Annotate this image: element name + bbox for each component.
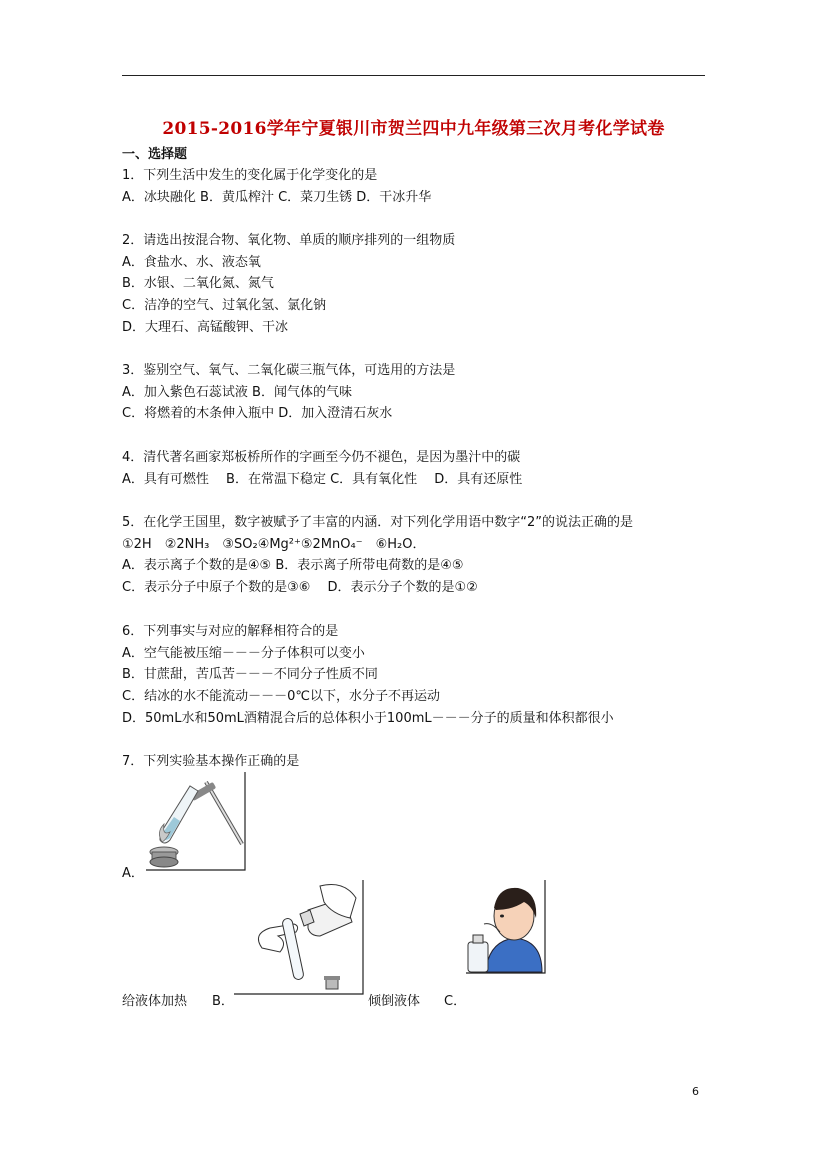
question-6-option-d: D．50mL水和50mL酒精混合后的总体积小于100mL－－－分子的质量和体积都很小 — [122, 711, 614, 726]
question-6-option-a: A．空气能被压缩－－－分子体积可以变小 — [122, 646, 365, 661]
pour-caption: 倾倒液体 — [368, 994, 421, 1009]
question-2-option-c: C．洁净的空气、过氧化氢、氯化钠 — [122, 298, 327, 313]
question-5: 5．在化学王国里，数字被赋予了丰富的内涵．对下列化学用语中数字“2”的说法正确的是 — [122, 515, 634, 530]
option-b-label: B． — [212, 994, 234, 1009]
question-3-options-cd: C．将燃着的木条伸入瓶中 D．加入澄清石灰水 — [122, 406, 393, 421]
page-number: 6 — [692, 1085, 699, 1098]
question-6-option-c: C．结冰的水不能流动－－－0℃以下，水分子不再运动 — [122, 689, 440, 704]
question-2-option-b: B．水银、二氧化氮、氮气 — [122, 276, 274, 291]
question-5-options-cd: C．表示分子中原子个数的是③⑥ D．表示分子个数的是①② — [122, 580, 478, 595]
page-title: 2015-2016学年宁夏银川市贺兰四中九年级第三次月考化学试卷 — [162, 119, 665, 139]
question-3-options-ab: A．加入紫色石蕊试液 B．闻气体的气味 — [122, 385, 352, 400]
question-2: 2．请选出按混合物、氧化物、单质的顺序排列的一组物质 — [122, 233, 456, 248]
question-6-option-b: B．甘蔗甜，苦瓜苦－－－不同分子性质不同 — [122, 667, 378, 682]
question-2-option-d: D．大理石、高锰酸钾、干冰 — [122, 320, 289, 335]
heating-liquid-figure — [146, 772, 248, 872]
option-c-label: C． — [444, 994, 467, 1009]
section-heading: 一、选择题 — [122, 147, 188, 162]
header-rule — [122, 75, 705, 76]
question-4: 4．清代著名画家郑板桥所作的字画至今仍不褪色，是因为墨汁中的碳 — [122, 450, 521, 465]
heat-caption: 给液体加热 — [122, 994, 188, 1009]
question-4-options: A．具有可燃性 B．在常温下稳定 C．具有氧化性 D．具有还原性 — [122, 472, 523, 487]
question-5-formulas: ①2H ②2NH₃ ③SO₂④Mg²⁺⑤2MnO₄⁻ ⑥H₂O． — [122, 537, 426, 552]
question-1: 1．下列生活中发生的变化属于化学变化的是 — [122, 168, 378, 183]
question-5-options-ab: A．表示离子个数的是④⑤ B．表示离子所带电荷数的是④⑤ — [122, 558, 464, 573]
question-2-option-a: A．食盐水、水、液态氧 — [122, 255, 261, 270]
question-6: 6．下列事实与对应的解释相符合的是 — [122, 624, 339, 639]
question-1-options: A．冰块融化 B．黄瓜榨汁 C．菜刀生锈 D．干冰升华 — [122, 190, 432, 205]
smelling-gas-figure — [466, 880, 548, 975]
question-3: 3．鉴别空气、氧气、二氧化碳三瓶气体，可选用的方法是 — [122, 363, 456, 378]
option-a-label: A． — [122, 866, 144, 881]
pouring-liquid-figure — [234, 878, 366, 998]
question-7: 7．下列实验基本操作正确的是 — [122, 754, 300, 769]
